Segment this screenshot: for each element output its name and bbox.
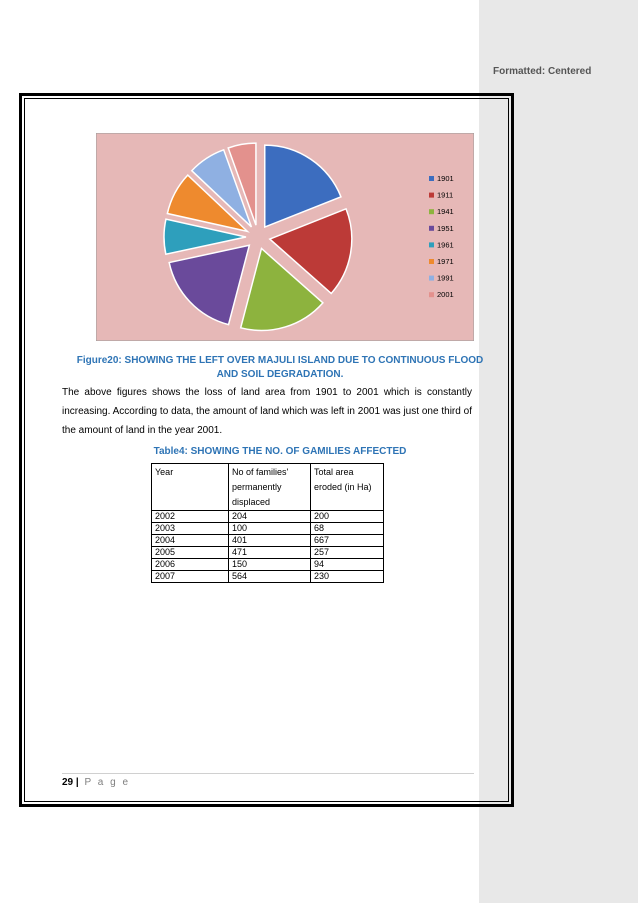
page-label: P a g e [84, 777, 131, 788]
table-title: Table4: SHOWING THE NO. OF GAMILIES AFFECTED [153, 446, 407, 457]
figure-caption-line1: Figure20: SHOWING THE LEFT OVER MAJULI ISLAND DUE TO CONTINUOUS FLOOD [76, 355, 484, 366]
header-year: Year [152, 464, 229, 511]
cell-area: 94 [311, 559, 384, 571]
cell-year: 2004 [152, 535, 229, 547]
cell-area: 200 [311, 511, 384, 523]
table-row [152, 523, 384, 535]
legend-label-1971: 1971 [437, 257, 454, 266]
table-row [152, 547, 384, 559]
header-families: No of families' permanently displaced [229, 464, 311, 511]
cell-year: 2007 [152, 571, 229, 583]
legend-label-1951: 1951 [437, 223, 454, 233]
legend-label-1911: 1911 [437, 190, 454, 200]
legend-swatch-1901 [429, 176, 434, 181]
pie-chart [96, 133, 474, 341]
legend-swatch-1951 [429, 226, 434, 231]
body-paragraph: The above figures shows the loss of land area from 1901 to 2001 which is constantly increasing. According to data, the amount of land which was left in 2001 was just one third of the amount of land in the year 2001. [62, 387, 472, 436]
legend-label-1941: 1941 [437, 207, 454, 217]
legend-label-1991: 1991 [437, 273, 454, 283]
formatting-note: Formatted: Centered [493, 66, 592, 77]
legend-label-1961: 1961 [437, 240, 454, 250]
cell-year: 2003 [152, 523, 229, 535]
legend-label-1901: 1901 [437, 174, 454, 183]
legend-swatch-1991 [429, 276, 434, 281]
legend-swatch-1941 [429, 209, 434, 214]
figure-caption-line2: AND SOIL DEGRADATION. [216, 369, 344, 380]
cell-area: 68 [311, 523, 384, 535]
page-footer [62, 777, 130, 788]
cell-year: 2006 [152, 559, 229, 571]
table-row [152, 571, 384, 583]
page-number: 29 [62, 777, 74, 788]
legend-swatch-1911 [429, 193, 434, 198]
table-row [152, 535, 384, 547]
footer-separator: | [75, 777, 79, 788]
cell-families: 204 [229, 511, 311, 523]
families-table [151, 463, 384, 583]
legend-label-2001: 2001 [437, 290, 454, 300]
cell-year: 2002 [152, 511, 229, 523]
cell-area: 230 [311, 571, 384, 583]
cell-families: 100 [229, 523, 311, 535]
table-row [152, 559, 384, 571]
footer-rule [62, 773, 474, 774]
cell-families: 401 [229, 535, 311, 547]
cell-area: 667 [311, 535, 384, 547]
legend-swatch-1971 [429, 259, 434, 264]
cell-families: 150 [229, 559, 311, 571]
legend-swatch-1961 [429, 242, 434, 247]
cell-families: 564 [229, 571, 311, 583]
table-row [152, 511, 384, 523]
cell-area: 257 [311, 547, 384, 559]
legend-swatch-2001 [429, 292, 434, 297]
cell-year: 2005 [152, 547, 229, 559]
table-header-row [152, 464, 384, 511]
header-area: Total area eroded (in Ha) [311, 464, 384, 511]
cell-families: 471 [229, 547, 311, 559]
